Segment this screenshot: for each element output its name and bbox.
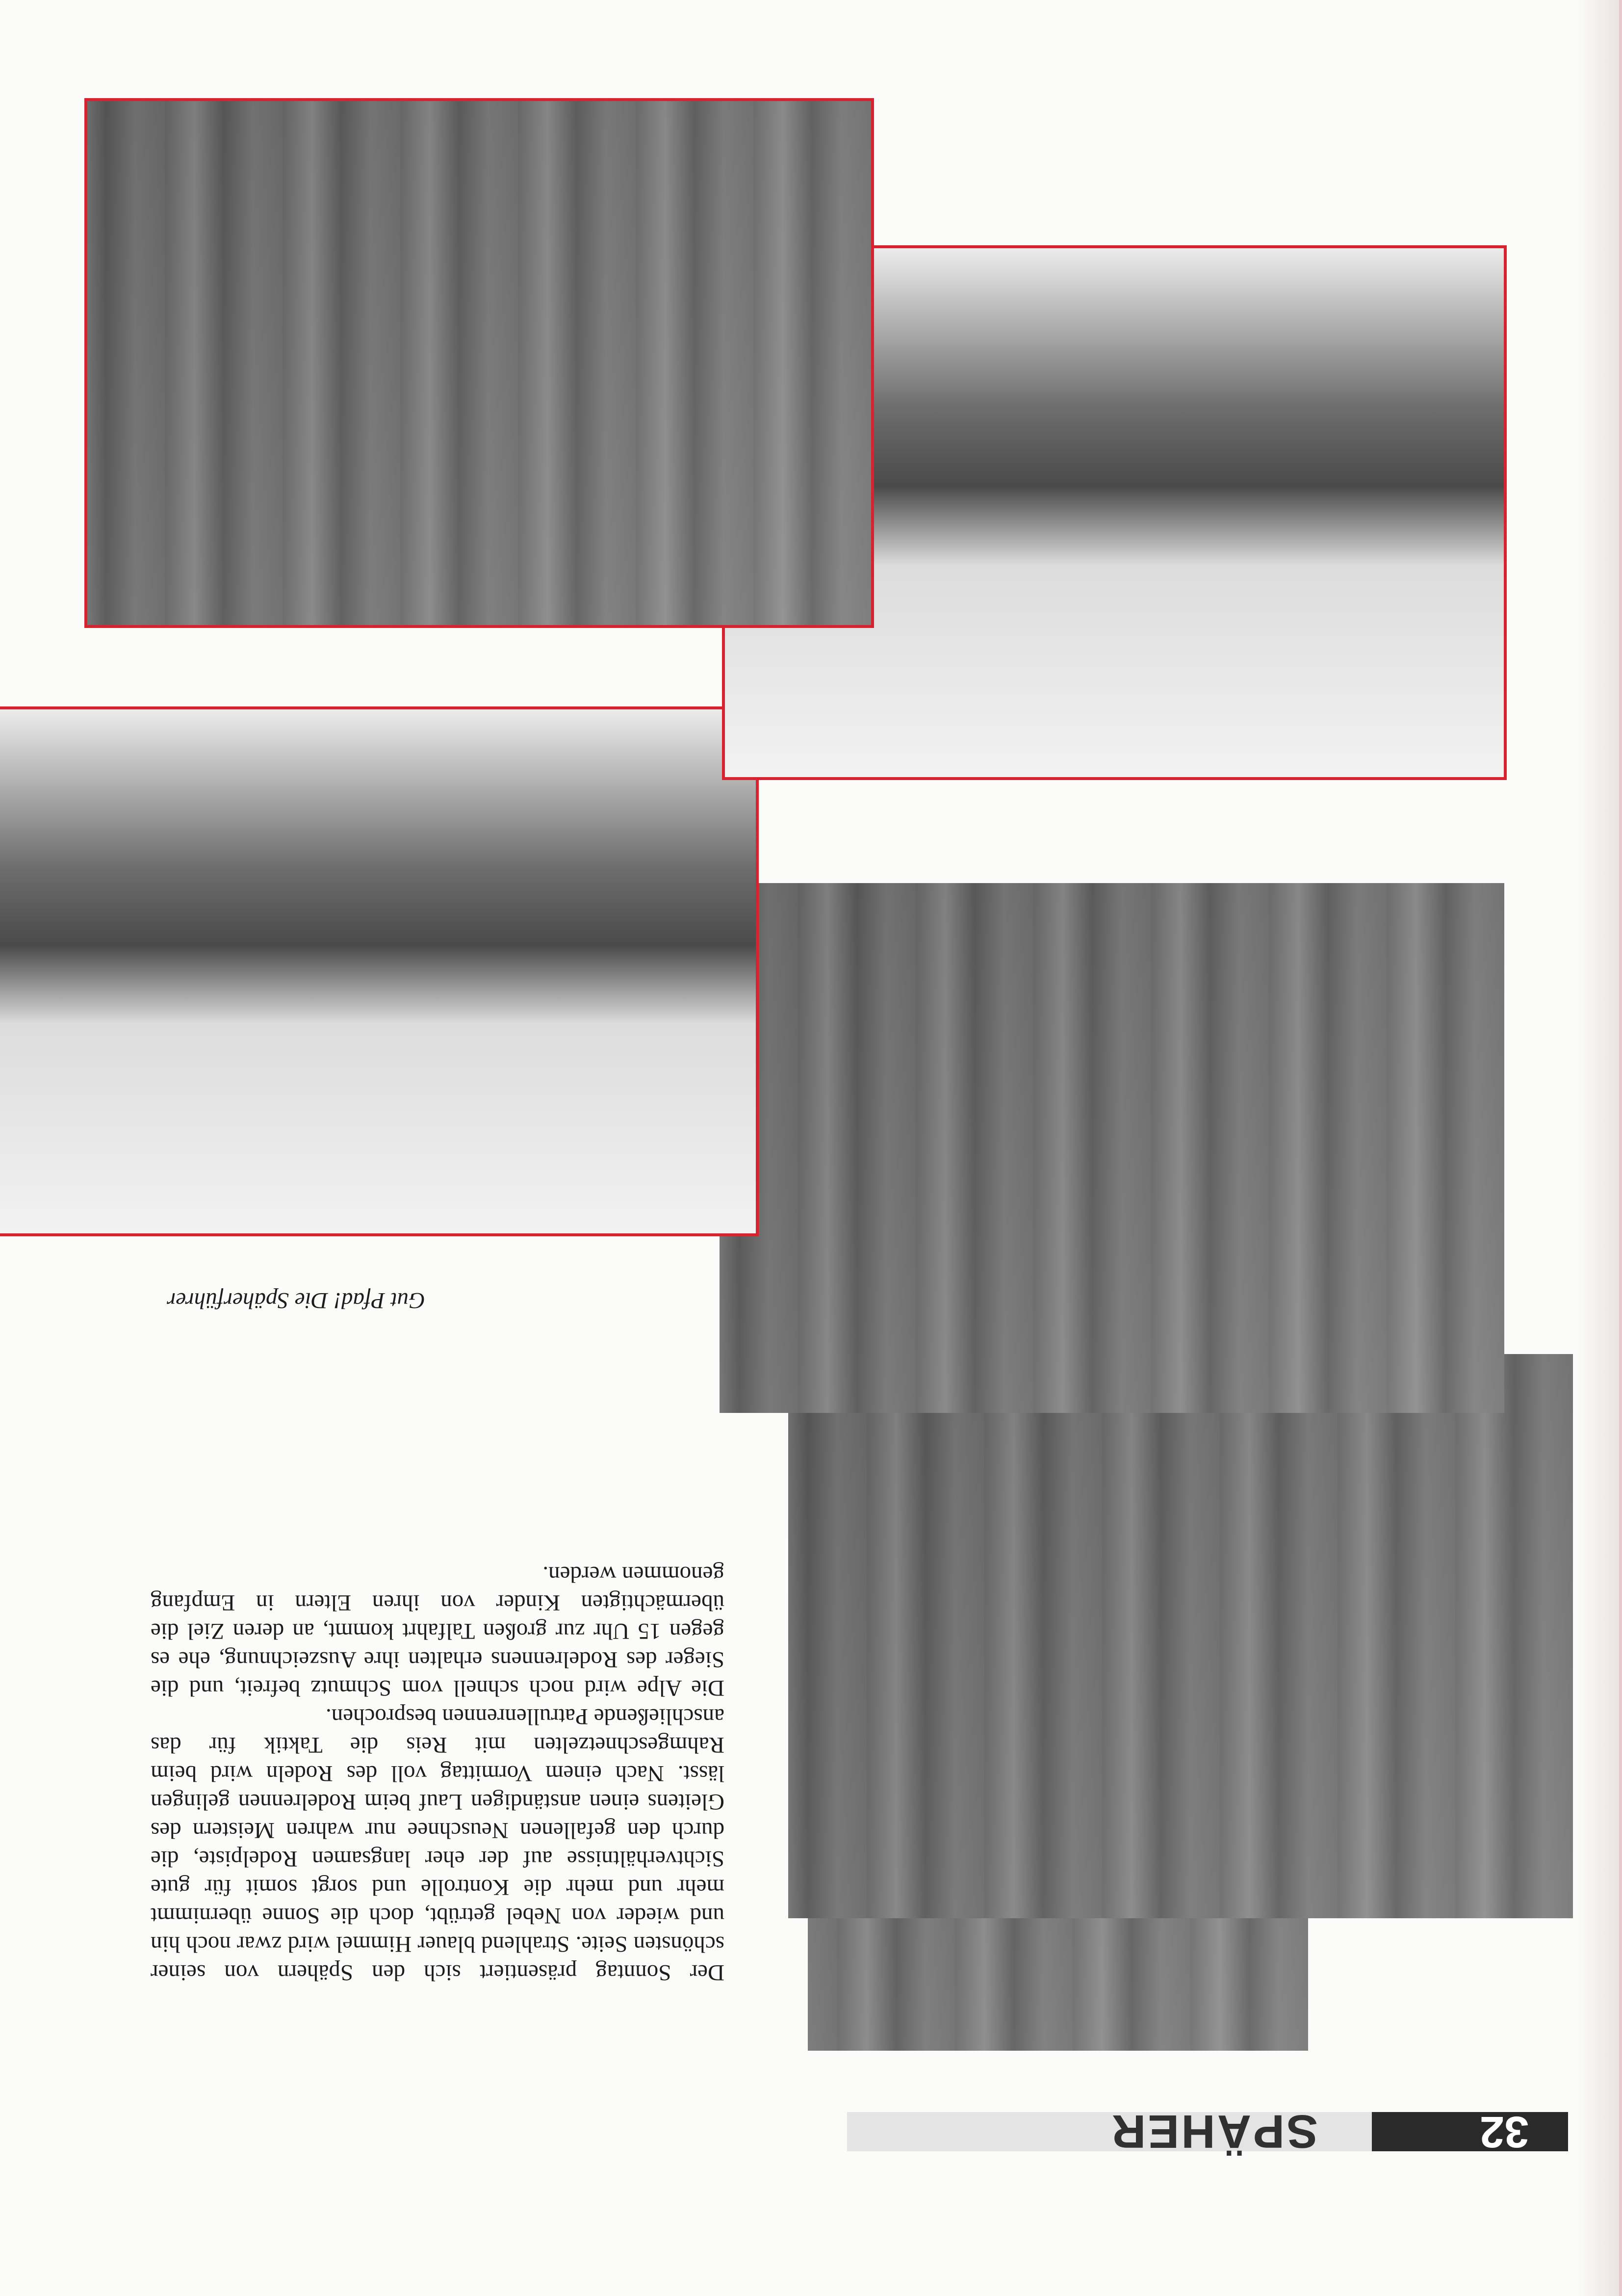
photo-sled-racers [0,706,759,1236]
page-edge-shading [1578,0,1622,2296]
article-paragraph: Die Alpe wird noch schnell vom Schmutz befreit, und die Sieger des Rodelrennens erhalten ihre Auszeichnung, ehe es gegen 15 Uhr zur großen Talfahrt kommt, an deren Ziel die übermächtigten Kinder von ihren Eltern in Empfang genommen werden. [151,1562,724,1701]
page-number: 32 [1479,2107,1529,2156]
photo-group-with-handouts [720,883,1504,1413]
article-signature: Gut Pfad! Die Späherführer [167,1288,425,1313]
page-edge-line [1619,0,1622,2296]
photo-group-at-table [788,1354,1573,1918]
photo-group-outside-house [84,98,874,628]
article-paragraph: Der Sonntag präsentiert sich den Spähern von seiner schönsten Seite. Strahlend blauer Himmel wird zwar noch hin und wieder von Nebel getrübt, doch die Sonne übernimmt mehr und mehr die Kontrolle und sorgt somit für gute Sichtverhältnisse auf der eher langsamen Rodelpiste, die durch den gefallenen Neuschnee nur wahren Meistern des Gleitens einen anständigen Lauf beim Rodelrennen gelingen lässt. Nach einem Vormittag voll des Rodeln wird beim Rahmgeschnetzelten mit Reis die Taktik für das anschließende Patrullenrennen besprochen. [151,1704,724,1985]
section-title: SPÄHER [1109,2105,1318,2158]
article-text [151,1560,724,1987]
